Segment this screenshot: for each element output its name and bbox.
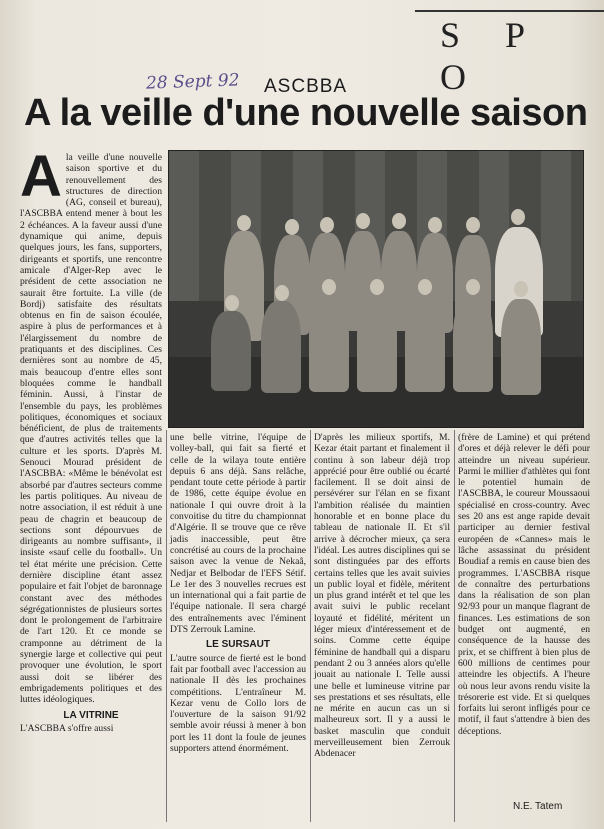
column-divider <box>166 430 167 822</box>
article-column-1 <box>20 144 162 822</box>
author-signature: N.E. Tatem <box>513 801 563 812</box>
article-column-3 <box>314 432 450 824</box>
article-headline: A la veille d'une nouvelle saison <box>24 92 588 134</box>
article-column-4 <box>458 432 590 802</box>
team-photo <box>168 150 584 428</box>
column-2-text-2: L'autre source de fierté est le bond fait par football avec l'accession au nationale II dès les prochaines compétitions. L'entraîneur M. Kezar venu de Collo lors de l'ouverture de la saison 91/92 semble avoir réussi à mener à bon port les 11 dont la foule de jeunes supporters attend énormément. <box>170 652 306 755</box>
subhead-le-sursaut: LE SURSAUT <box>206 639 270 651</box>
column-4-text: (frère de Lamine) et qui prétend d'ores et déjà relever le défi pour atteindre un niveau supérieur. Parmi le millier d'athlètes qui font le potentiel humain de l'ASCBBA, le coureur Moussaoui spécialisé en cross-country. Avec ses 20 ans est ange rapide devait participer au dernier festival européen de «Cannes» mais le lâche assassinat du président Boudiaf a remis en cause bien des programmes. L'ASCBBA risque de connaître des perturbations dans la réalisation de son plan 92/93 pour un manque flagrant de finances. Les estimations de son budget ont augmenté, en conséquence de la hausse des prix, et se chiffrent à bien plus de 600 millions de centimes pour atteindre les objectifs. A l'heure où nous leur avons rendu visite la trésorerie est vide. Et si quelques forfaits lui seront infligés pour ce motif, il faut s'attendre à bien des déceptions. <box>458 432 590 737</box>
column-divider <box>454 430 455 822</box>
handwritten-date: 28 Sept 92 <box>145 70 240 94</box>
column-1-tail: L'ASCBBA s'offre aussi <box>20 722 114 734</box>
column-1-text: la veille d'une nouvelle saison sportive et du renouvellement des structures de direction (AG, conseil et bureau), l'ASCBBA entend mener à bout les 2 échéances. A la faveur aussi d'une dynamique qui anime, depuis quelques jours, les fans, supporters, dirigeants et sportifs, une rencontre amicale d'Alger-Rep avec le président de cette association ne saurait être fortuite. La ville (de Bordj) satisfaite des résultats obtenus en fin de saison écoulée, aspire à plus de performances et à l'élargissement du nombre de pratiquants et des disciplines. Ces dernières sont au nombre de 45, mais beaucoup d'entre elles sont bloquées comme le handball féminin. Aussi, à l'instar de l'ensemble du pays, les problèmes politiques, économiques et sociaux bénéficient, de plus de traitements que d'autres activités telles que la culture et les sports. D'après M. Senouci Mourad président de l'ASCBBA: «Même le bénévolat est absorbé par d'autres secteurs comme les partis politiques. Au niveau de notre association, il est réduit à une peau de chagrin et beaucoup de sections sont dépourvues de dirigeants au nombre suffisant», il insiste «sauf celle du football». Un tel état mérite une précision. Cette dernière discipline étant assez populaire et fait l'objet de baronnage constant avec des méthodes ségrégationnistes de plusieurs sortes dont le prolongement de l'arbitraire de l'art 120. Et ce monde se cramponne au détriment de la synergie large et collective qui peut provoquer une évolution, le sport aussi doit se libérer des embrigadements politiques et des luttes idéologiques. <box>20 152 162 706</box>
column-divider <box>310 430 311 822</box>
column-2-text: une belle vitrine, l'équipe de volley-ball, qui fait sa fierté et celle de la wilaya toute entière depuis 6 ans déjà. Sans relâche, pendant toute cette période à partir de 1986, cette équipe évolue en nationale I qui ouvre droit à la convoitise du titre du championnat d'Algérie. Il se trouve que ce rêve jadis inaccessible, peut être concrétisé au cours de la prochaine saison avec la venue de Nekaâ, Nedjar et Belbodar de l'EFS Sétif. Le 1er des 3 nouvelles recrues est un international qui a fait partie de l'équipe nationale. Il sera chargé des entraînements avec l'éminent DTS Zerrouk Lamine. <box>170 432 306 636</box>
article-kicker: ASCBBA <box>264 76 348 97</box>
subhead-la-vitrine: LA VITRINE <box>63 709 119 721</box>
section-rule <box>415 10 604 12</box>
section-header: S P O <box>440 15 542 97</box>
column-3-text: D'après les milieux sportifs, M. Kezar était partant et finalement il continu à son labeur déjà trop apprécié pour être oublié ou écarté facilement. Il se doit ainsi de persévérer sur l'élan en se fixant l'ambition réalisée du maintien honorable et en bonne place du tableau de nationale II. Et s'il arrive à décrocher mieux, ça sera l'idéal. Les autres disciplines qui se sont distinguées par des efforts certains telles que les avait suivies un public loyal et fidèle, méritent un plus grand intérêt et tel que les avait suivi le public recelant loyauté et fidélité, méritent un léger mieux d'intéressement et de soins. Comme cette équipe féminine de handball qui a disparu pendant 2 ou 3 années alors qu'elle jouait au nationale I. Telle aussi une belle et lumineuse vitrine par ses prestations et ses résultats, elle ne mérite en aucun cas un si malheureux sort. Il y a aussi le basket masculin que conduit merveilleusement bien Zerrouk Abdenacer <box>314 432 450 760</box>
drop-cap: A <box>20 144 62 209</box>
article-column-2 <box>170 432 306 824</box>
